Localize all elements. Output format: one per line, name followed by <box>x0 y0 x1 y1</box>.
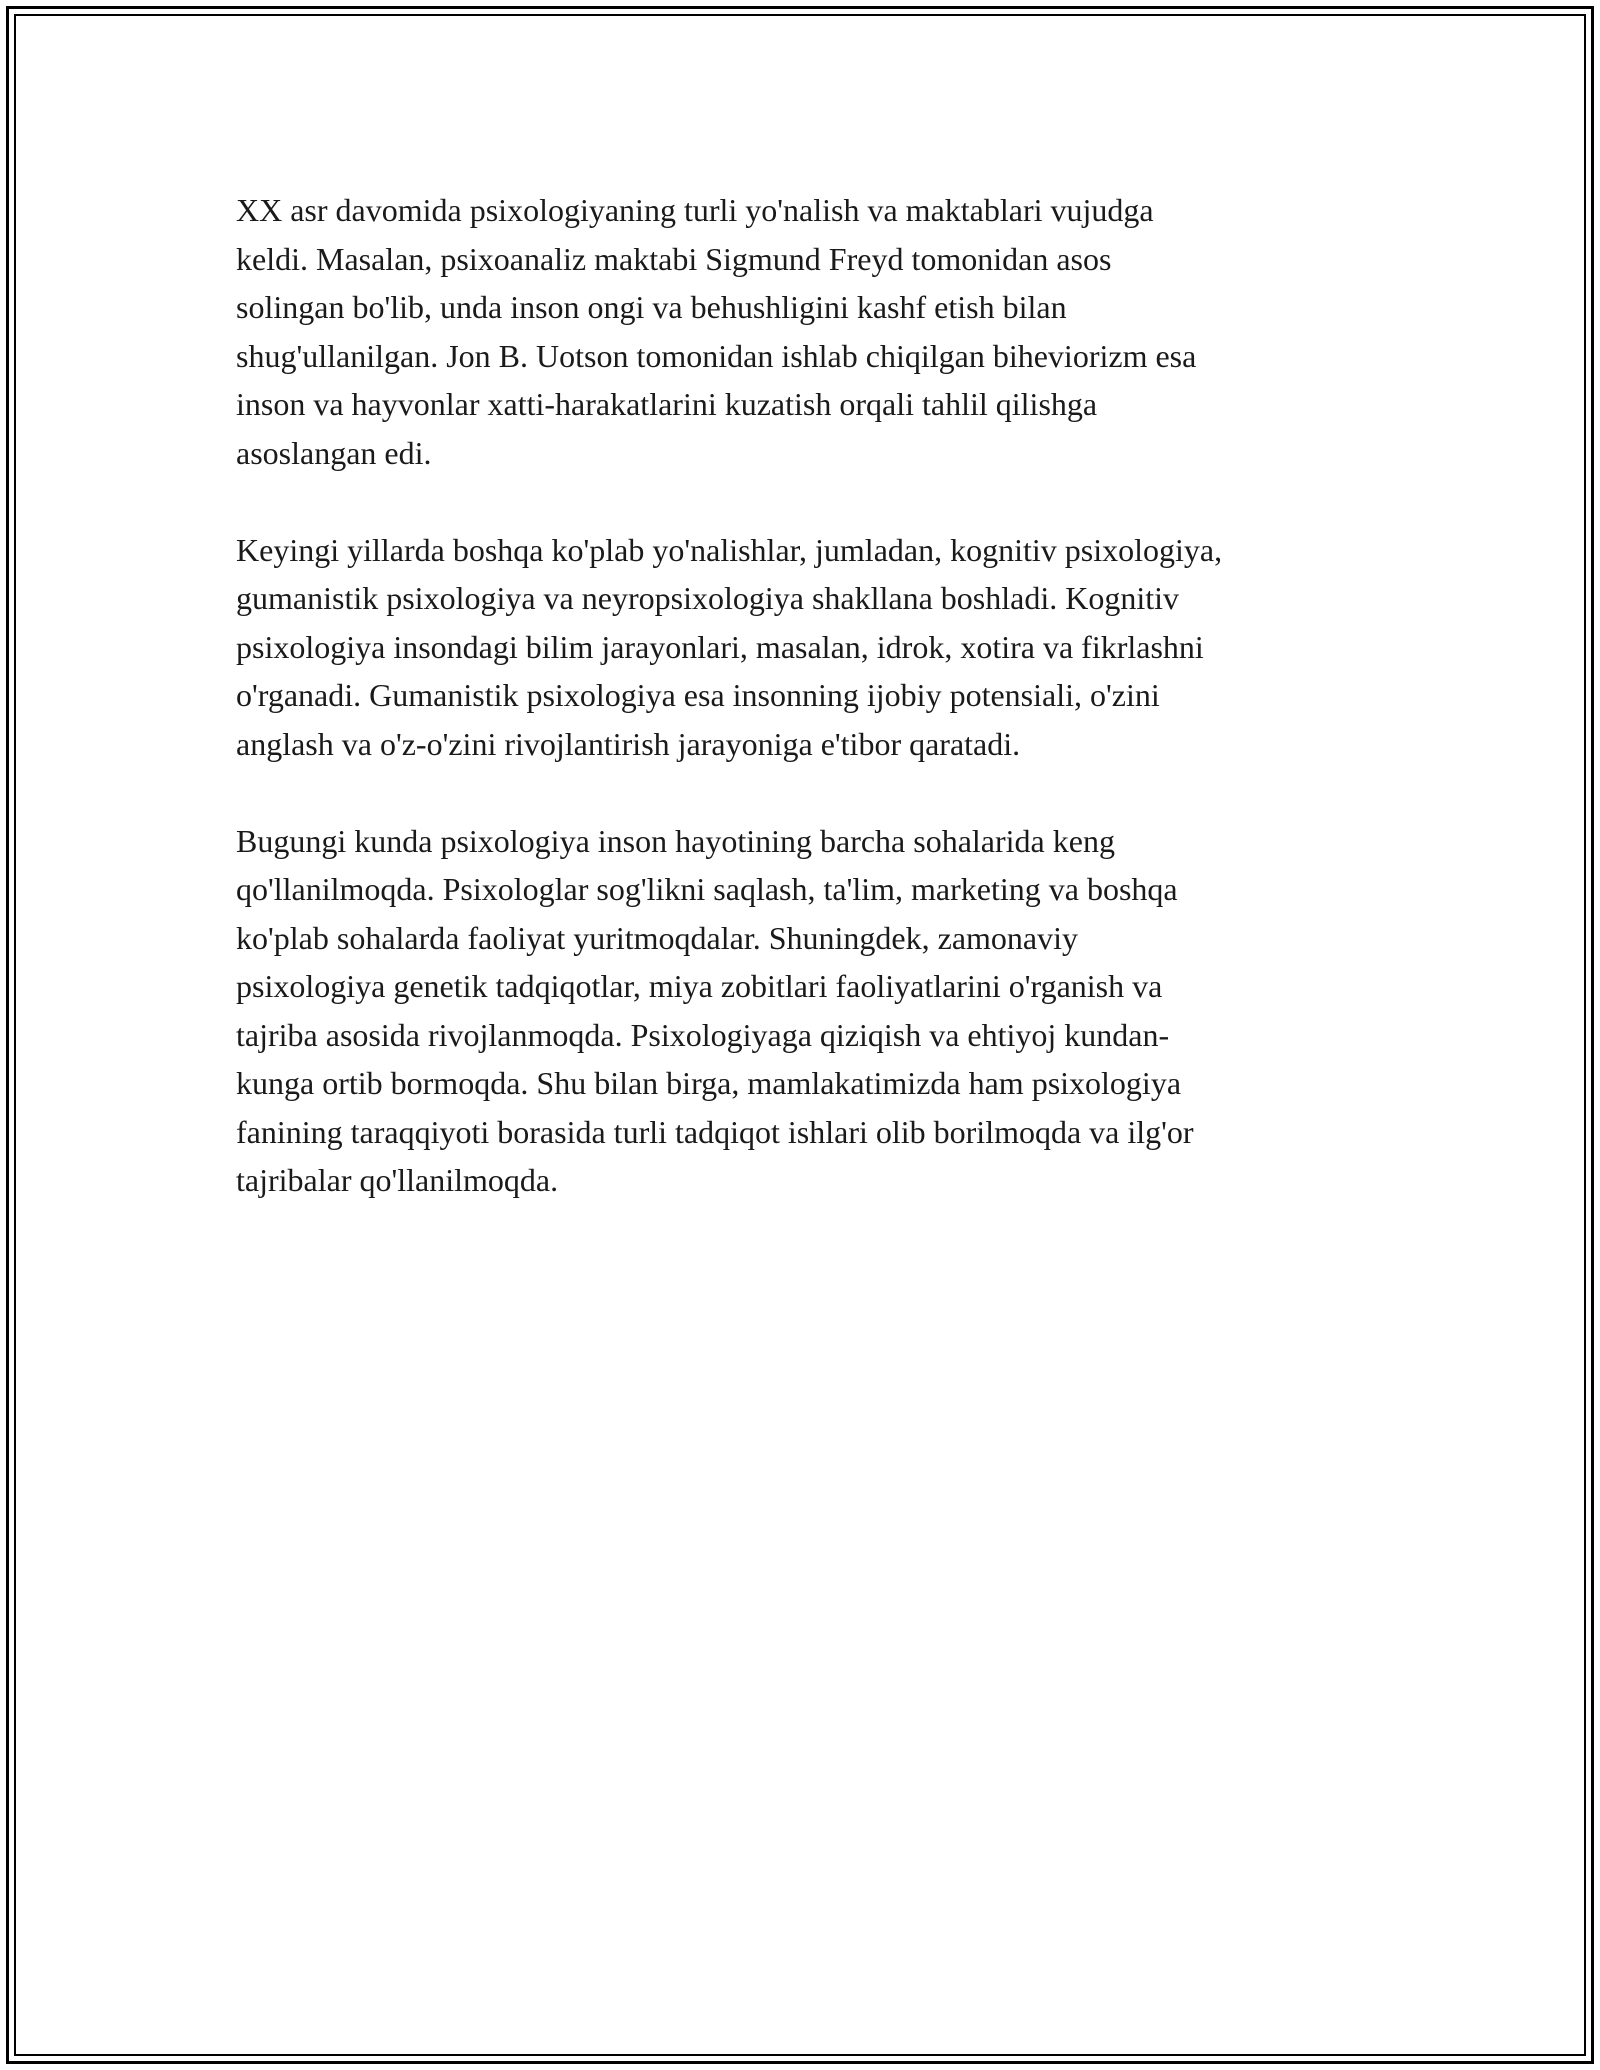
document-body <box>236 186 1376 1253</box>
paragraph-2: Keyingi yillarda boshqa ko'plab yo'nalishlar, jumladan, kognitiv psixologiya, gumanistik psixologiya va neyropsixologiya shakllana boshladi. Kognitiv psixologiya insondagi bilim jarayonlari, masalan, idrok, xotira va fikrlashni o'rganadi. Gumanistik psixologiya esa insonning ijobiy potensiali, o'zini anglash va o'z-o'zini rivojlantirish jarayoniga e'tibor qaratadi. <box>236 531 1223 762</box>
paragraph-1: XX asr davomida psixologiyaning turli yo'nalish va maktablari vujudga keldi. Masalan, psixoanaliz maktabi Sigmund Freyd tomonidan asos solingan bo'lib, unda inson ongi va behushligini kashf etish bilan shug'ullanilgan. Jon B. Uotson tomonidan ishlab chiqilgan biheviorizm esa inson va hayvonlar xatti-harakatlarini kuzatish orqali tahlil qilishga asoslangan edi. <box>236 192 1197 471</box>
paragraph-3: Bugungi kunda psixologiya inson hayotining barcha sohalarida keng qo'llanilmoqda. Psixologlar sog'likni saqlash, ta'lim, marketing va boshqa ko'plab sohalarda faoliyat yuritmoqdalar. Shuningdek, zamonaviy psixologiya genetik tadqiqotlar, miya zobitlari faoliyatlarini o'rganish va tajriba asosida rivojlanmoqda. Psixologiyaga qiziqish va ehtiyoj kundan- kunga ortib bormoqda. Shu bilan birga, mamlakatimizda ham psixologiya fanining taraqqiyoti borasida turli tadqiqot ishlari olib borilmoqda va ilg'or tajribalar qo'llanilmoqda. <box>236 822 1194 1198</box>
